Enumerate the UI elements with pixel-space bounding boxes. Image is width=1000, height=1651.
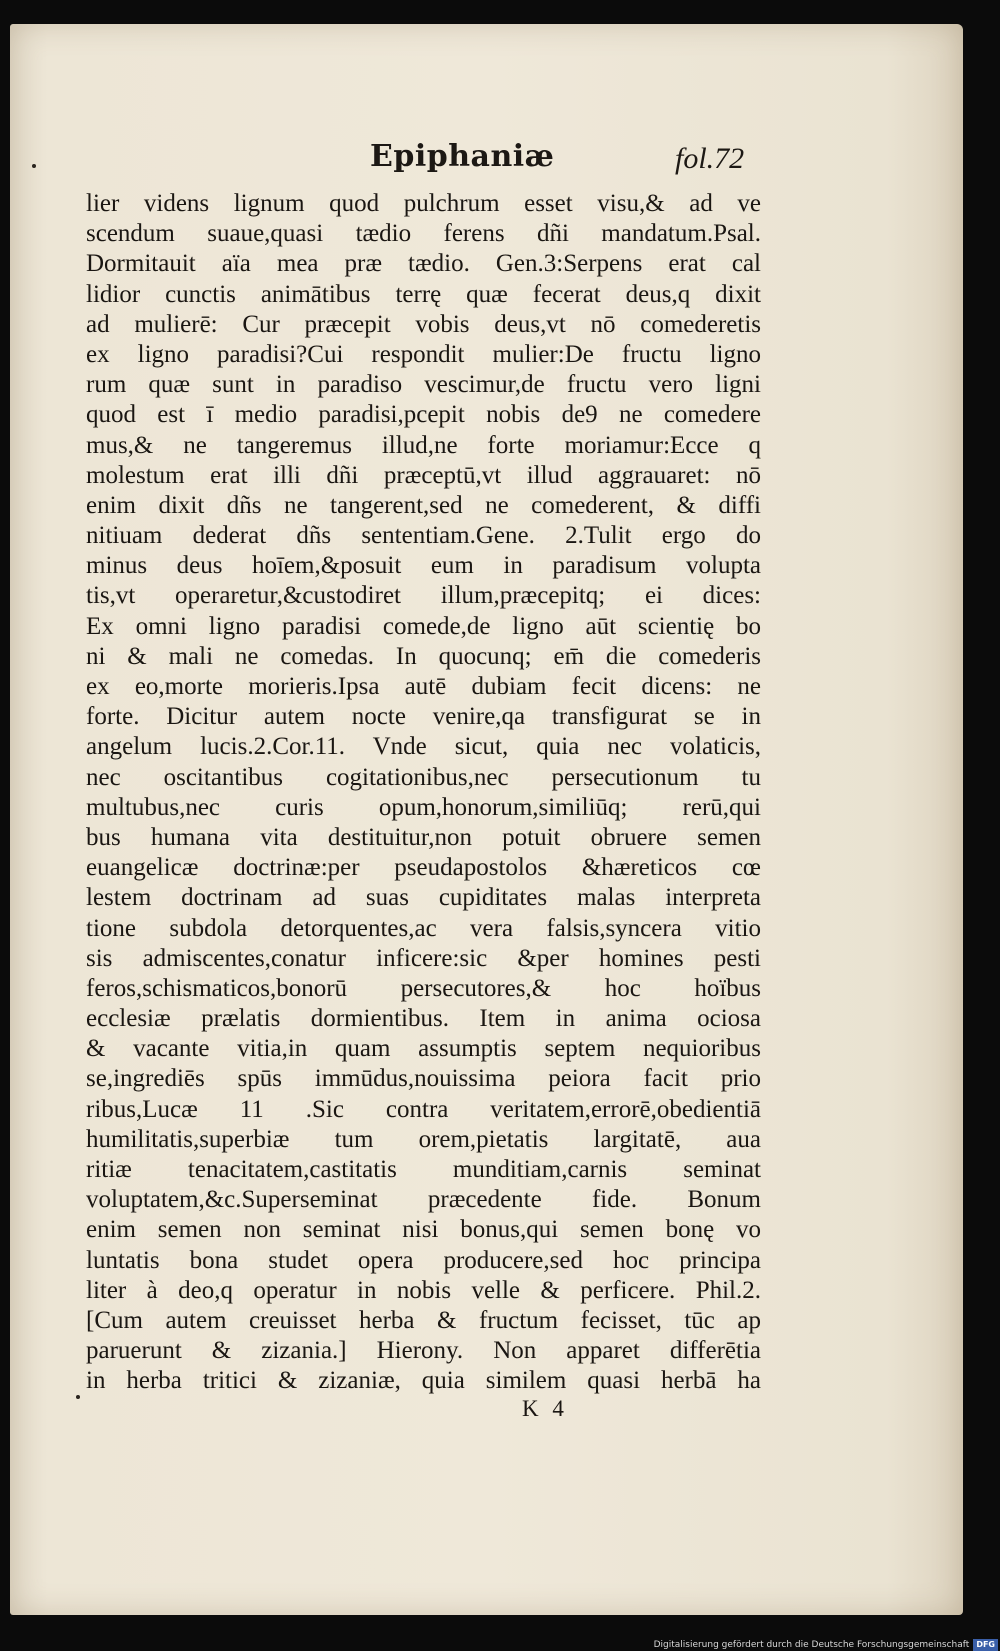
text-line: ni & mali ne comedas. In quocunq; em̄ die comederis	[86, 642, 761, 670]
text-line: ritiæ tenacitatem,castitatis munditiam,carnis seminat	[86, 1156, 761, 1183]
text-line: forte. Dicitur autem nocte venire,qa transfigurat se in	[86, 703, 761, 731]
text-line: lidior cunctis animātibus terrę quæ fecerat deus,q dixit	[86, 280, 761, 308]
text-line: rum quæ sunt in paradiso vescimur,de fructu vero ligni	[86, 371, 761, 399]
text-line: lestem doctrinam ad suas cupiditates malas interpreta	[86, 884, 761, 912]
text-line: sis admiscentes,conatur inficere:sic &per homines pesti	[86, 944, 761, 972]
text-line: mus,& ne tangeremus illud,ne forte moriamur:Ecce q	[86, 431, 761, 459]
text-line: scendum suaue,quasi tædio ferens dñi mandatum.Psal.	[86, 220, 761, 248]
text-line: ad mulierē: Cur præcepit vobis deus,vt nō comederetis	[86, 310, 761, 338]
text-line: tis,vt operaretur,&custodiret illum,præcepitq; ei dices:	[86, 582, 761, 610]
text-line: multubus,nec curis opum,honorum,similiūq; rerū,qui	[86, 793, 761, 821]
text-line: paruerunt & zizania.] Hierony. Non apparet differētia	[86, 1337, 761, 1365]
text-line: [Cum autem creuisset herba & fructum fecisset, tūc ap	[86, 1306, 761, 1334]
text-line: molestum erat illi dñi præceptū,vt illud aggrauaret: nō	[86, 461, 761, 489]
body-text	[86, 189, 761, 1397]
folio-number: fol.72	[675, 142, 745, 175]
text-line: quod est ī medio paradisi,pcepit nobis de9 ne comedere	[86, 401, 761, 429]
running-head: Epiphaniæ	[370, 139, 555, 174]
text-line: ecclesiæ prælatis dormientibus. Item in anima ociosa	[86, 1005, 761, 1033]
text-line: nec oscitantibus cogitationibus,nec persecutionum tu	[86, 763, 761, 791]
text-line: angelum lucis.2.Cor.11. Vnde sicut, quia nec volaticis,	[86, 733, 761, 761]
text-line: Dormitauit aïa mea præ tædio. Gen.3:Serpens erat cal	[86, 250, 761, 278]
text-line: liter à deo,q operatur in nobis velle & perficere. Phil.2.	[86, 1276, 761, 1304]
text-line: se,ingrediēs spūs immūdus,nouissima peiora facit prio	[86, 1065, 761, 1093]
text-line: euangelicæ doctrinæ:per pseudapostolos &hæreticos cœ	[86, 854, 761, 882]
text-line: & vacante vitia,in quam assumptis septem nequioribus	[86, 1035, 761, 1063]
text-line: luntatis bona studet opera producere,sed hoc principa	[86, 1246, 761, 1274]
text-line: Ex omni ligno paradisi comede,de ligno aūt scientię bo	[86, 612, 761, 640]
text-line: ex ligno paradisi?Cui respondit mulier:De fructu ligno	[86, 340, 761, 368]
text-line: in herba tritici & zizaniæ, quia similem quasi herbā ha	[86, 1367, 761, 1395]
text-line: minus deus hoīem,&posuit eum in paradisum volupta	[86, 552, 761, 580]
text-line: enim dixit dñs ne tangerent,sed ne comederent, & diffi	[86, 491, 761, 519]
credit-text: Digitalisierung gefördert durch die Deutsche Forschungsgemeinschaft	[653, 1639, 970, 1650]
digitization-credit	[654, 1638, 998, 1651]
text-line: bus humana vita destituitur,non potuit obruere semen	[86, 823, 761, 851]
text-line: humilitatis,superbiæ tum orem,pietatis largitatē, aua	[86, 1125, 761, 1153]
text-line: lier videns lignum quod pulchrum esset visu,& ad ve	[86, 190, 761, 217]
ink-speck	[76, 1395, 80, 1399]
book-page	[10, 24, 963, 1615]
dfg-logo: DFG	[973, 1639, 998, 1651]
text-line: nitiuam dederat dñs sententiam.Gene. 2.Tulit ergo do	[86, 522, 761, 550]
text-line: feros,schismaticos,bonorū persecutores,& hoc hoïbus	[86, 974, 761, 1002]
text-line: ribus,Lucæ 11 .Sic contra veritatem,errorē,obedientiā	[86, 1095, 761, 1123]
text-line: tione subdola detorquentes,ac vera falsis,syncera vitio	[86, 914, 761, 942]
text-line: enim semen non seminat nisi bonus,qui semen bonę vo	[86, 1216, 761, 1244]
text-line: ex eo,morte morieris.Ipsa autē dubiam fecit dicens: ne	[86, 673, 761, 700]
signature-mark: K 4	[522, 1396, 568, 1421]
ink-speck	[32, 164, 36, 168]
text-line: voluptatem,&c.Superseminat præcedente fide. Bonum	[86, 1186, 761, 1214]
